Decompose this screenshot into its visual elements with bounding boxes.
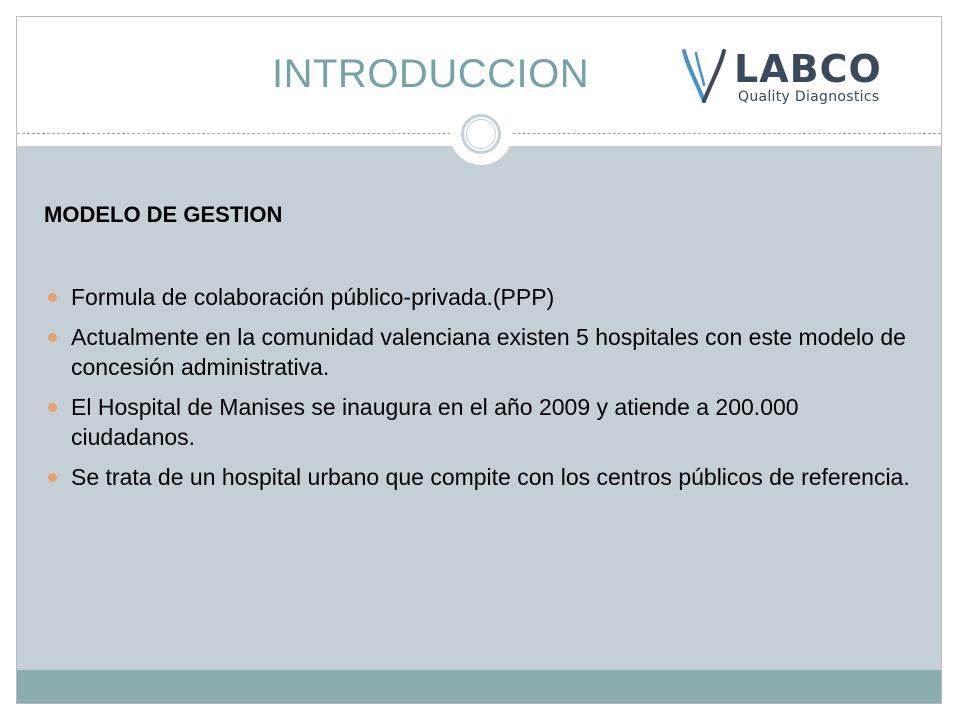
section-heading: MODELO DE GESTION bbox=[44, 202, 283, 227]
list-item-text: Actualmente en la comunidad valenciana existen 5 hospitales con este modelo de concesión administrativa. bbox=[71, 324, 906, 380]
logo-tagline: Quality Diagnostics bbox=[738, 89, 880, 105]
logo-wordmark: LABCO bbox=[734, 47, 882, 91]
list-item bbox=[44, 282, 924, 312]
list-item-text: Formula de colaboración público-privada.(PPP) bbox=[71, 284, 555, 310]
list-item-text: Se trata de un hospital urbano que compite con los centros públicos de referencia. bbox=[71, 464, 910, 490]
list-item bbox=[44, 462, 924, 492]
slide-title: INTRODUCCION bbox=[272, 52, 590, 96]
list-item-text: El Hospital de Manises se inaugura en el año 2009 y atiende a 200.000 ciudadanos. bbox=[71, 394, 799, 450]
list-item bbox=[44, 322, 924, 382]
bullet-dot-icon bbox=[48, 333, 57, 342]
footer-band bbox=[17, 670, 941, 703]
bullet-dot-icon bbox=[48, 473, 57, 482]
labco-logo bbox=[680, 45, 910, 115]
bullet-list bbox=[44, 282, 924, 502]
list-item bbox=[44, 392, 924, 452]
circle-ornament-icon bbox=[450, 103, 512, 165]
bullet-dot-icon bbox=[48, 293, 57, 302]
labco-mark-icon bbox=[680, 45, 730, 109]
bullet-dot-icon bbox=[48, 403, 57, 412]
